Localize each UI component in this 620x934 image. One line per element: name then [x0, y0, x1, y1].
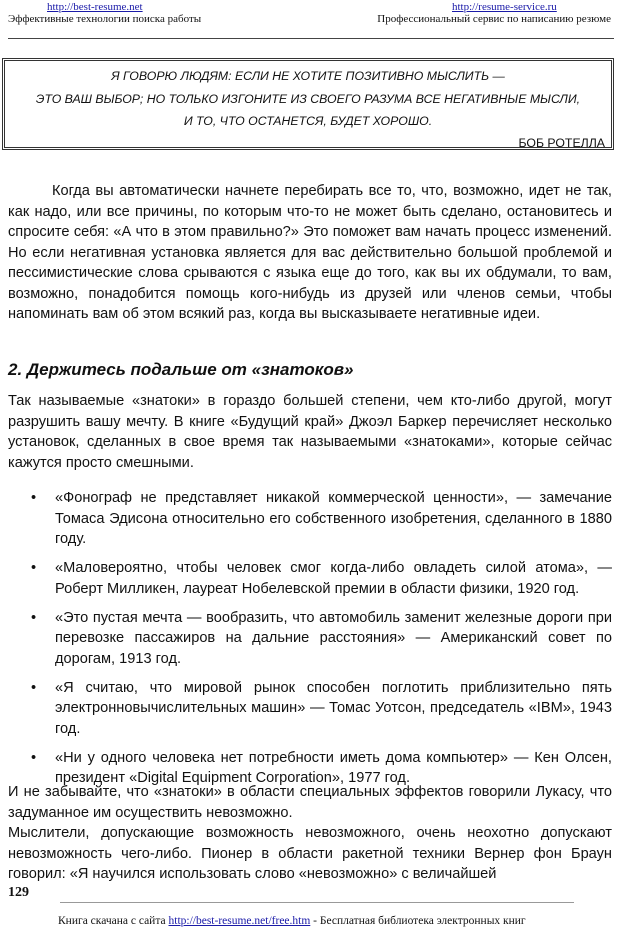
quote-list	[8, 488, 612, 797]
footer-text	[58, 915, 526, 927]
header-right-subtitle: Профессиональный сервис по написанию резюме	[377, 13, 611, 25]
header-left-link[interactable]: http://best-resume.net	[47, 1, 143, 13]
list-item-text: «Фонограф не представляет никакой коммерческой ценности», — замечание Томаса Эдисона относительно его собственного изобретения, сделанного в 1880 году.	[55, 490, 612, 547]
list-item-text: «Это пустая мечта — вообразить, что автомобиль заменит железные дороги при перевозке пассажиров на дальние расстояния» — Американский совет по дорогам, 1913 год.	[55, 609, 612, 667]
footer-prefix: Книга скачана с сайта	[58, 915, 166, 927]
body-paragraph: Так называемые «знатоки» в гораздо большей степени, чем кто-либо другой, могут разрушить вашу мечту. В книге «Будущий край» Джоэл Баркер перечисляет несколько установок, сделанных в свое время так называемыми «знатоками», которые сейчас кажутся просто смешными.	[8, 393, 612, 471]
header-right-link[interactable]: http://resume-service.ru	[452, 1, 557, 13]
bullet-icon: •	[31, 490, 37, 506]
body-paragraph: И не забывайте, что «знатоки» в области специальных эффектов говорили Лукасу, что задуманное им осуществить невозможно.	[8, 784, 612, 821]
footer-divider	[60, 902, 574, 903]
list-item	[8, 488, 612, 550]
footer-link[interactable]: http://best-resume.net/free.htm	[168, 915, 311, 927]
bullet-icon: •	[31, 609, 37, 626]
bullet-icon: •	[31, 679, 37, 696]
epigraph-box	[2, 58, 614, 150]
list-item-text: «Маловероятно, чтобы человек смог когда-либо овладеть силой атома», — Роберт Милликен, лауреат Нобелевской премии в области физики, 1920 год.	[55, 560, 612, 597]
list-item	[8, 608, 612, 670]
page-number: 129	[8, 885, 29, 900]
quote-line: ЭТО ВАШ ВЫБОР; НО ТОЛЬКО ИЗГОНИТЕ ИЗ СВОЕГО РАЗУМА ВСЕ НЕГАТИВНЫЕ МЫСЛИ,	[35, 92, 581, 106]
quote-author: БОБ РОТЕЛЛА	[518, 136, 605, 150]
list-item-text: «Я считаю, что мировой рынок способен поглотить приблизительно пять электронновычислительных машин» — Томас Уотсон, председатель «IBM», 1943 год.	[55, 679, 612, 737]
list-item	[8, 678, 612, 740]
quote-line: И ТО, ЧТО ОСТАНЕТСЯ, БУДЕТ ХОРОШО.	[183, 114, 433, 128]
body-paragraph: Мыслители, допускающие возможность невозможного, очень неохотно допускают невозможность чего-либо. Пионер в области ракетной техники Вернер фон Браун говорил: «Я научился использовать слово «невозможно» с величайшей	[8, 825, 612, 882]
list-item	[8, 558, 612, 599]
header-divider	[8, 38, 614, 39]
footer-suffix: - Бесплатная библиотека электронных книг	[313, 915, 526, 927]
bullet-icon: •	[31, 749, 37, 766]
quote-line: Я ГОВОРЮ ЛЮДЯМ: ЕСЛИ НЕ ХОТИТЕ ПОЗИТИВНО МЫСЛИТЬ —	[111, 69, 505, 83]
body-paragraph: Когда вы автоматически начнете перебирать все то, что, возможно, идет не так, как надо, или все причины, по которым что-то не может быть сделано, остановитесь и спросите себя: «А что в этом правильно?» Это поможет вам начать процесс изменений. Но если негативная установка является для вас действительно большой проблемой и пессимистические слова срываются с языка еще до того, как вы их обдумали, то вам, возможно, понадобится помощь кого-нибудь из друзей или членов семьи, чтобы напоминать вам об этом всякий раз, когда вы высказываете негативные идеи.	[8, 183, 612, 322]
section-heading: 2. Держитесь подальше от «знатоков»	[8, 360, 354, 379]
list-item-text: «Ни у одного человека нет потребности иметь дома компьютер» — Кен Олсен, президент «Digital Equipment Corporation», 1977 год.	[55, 749, 612, 786]
header-left-subtitle: Эффективные технологии поиска работы	[8, 13, 202, 25]
bullet-icon: •	[31, 560, 37, 576]
